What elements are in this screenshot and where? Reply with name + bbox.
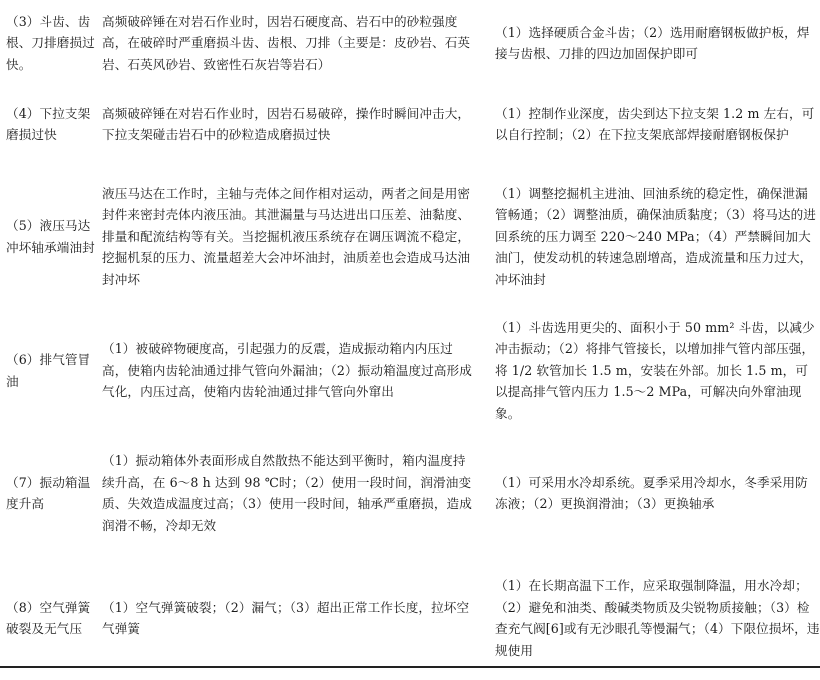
table-row <box>0 311 820 430</box>
table-row <box>0 0 820 86</box>
fault-cell: （5）液压马达冲坏轴承端油封 <box>6 218 95 255</box>
fix-cell: （1）调整挖掘机主进油、回油系统的稳定性，确保泄漏管畅通；（2）调整油质，确保油质黏度；（3）将马达的进回系统的压力调至 220～240 MPa；（4）严禁瞬间加大油门，使发动机的转速急剧增高，造成流量和压力过大，冲坏油封 <box>495 185 816 287</box>
cause-cell: （1）振动箱体外表面形成自然散热不能达到平衡时，箱内温度持续升高，在 6～8 h 达到 98 ℃时；（2）使用一段时间，润滑油变质、失效造成温度过高；（3）使用一段时间，轴承严重磨损，造成润滑不畅，冷却无效 <box>102 453 472 533</box>
table-row <box>0 162 820 311</box>
fault-cell: （3）斗齿、齿根、刀排磨损过快。 <box>6 13 95 72</box>
cause-cell: 高频破碎锤在对岩石作业时，因岩石硬度高、岩石中的砂粒强度高，在破碎时严重磨损斗齿、齿根、刀排（主要是：皮砂岩、石英岩、石英风砂岩、致密性石灰岩等岩石） <box>102 13 471 72</box>
fault-cell: （7）振动箱温度升高 <box>6 474 91 511</box>
table-row <box>0 430 820 556</box>
table-row <box>0 86 820 162</box>
fault-cell: （8）空气弹簧破裂及无气压 <box>6 599 91 636</box>
cause-cell: （1）被破碎物硬度高，引起强力的反震，造成振动箱内内压过高，使箱内齿轮油通过排气管向外漏油；（2）振动箱温度过高形成气化，内压过高，使箱内齿轮油通过排气管向外窜出 <box>102 341 472 400</box>
fix-cell: （1）斗齿选用更尖的、面积小于 50 mm² 斗齿，以减少冲击振动；（2）将排气管接长，以增加排气管内部压强，将 1/2 软管加长 1.5 m，安装在外部。加长 1.5 m，可以提高排气管内压力 1.5～2 MPa，可解决向外窜油现象。 <box>495 319 815 421</box>
fix-cell: （1）可采用水冷却系统。夏季采用冷却水，冬季采用防冻液；（2）更换润滑油；（3）更换轴承 <box>495 474 808 511</box>
cause-cell: 高频破碎锤在对岩石作业时，因岩石易破碎，操作时瞬间冲击大，下拉支架碰击岩石中的砂粒造成磨损过快 <box>102 105 471 142</box>
fault-cell: （4）下拉支架磨损过快 <box>6 105 91 142</box>
fix-cell: （1）选择硬质合金斗齿；（2）选用耐磨钢板做护板，焊接与齿根、刀排的四边加固保护即可 <box>495 24 810 61</box>
fix-cell: （1）控制作业深度，齿尖到达下拉支架 1.2 m 左右，可以自行控制；（2）在下拉支架底部焊接耐磨钢板保护 <box>495 105 815 142</box>
cause-cell: 液压马达在工作时，主轴与壳体之间作相对运动，两者之间是用密封件来密封壳体内液压油。其泄漏量与马达进出口压差、油黏度、排量和配流结构等有关。当挖掘机液压系统存在调压调流不稳定，挖掘机泵的压力、流量超差大会冲坏油封，油质差也会造成马达油封冲坏 <box>102 185 471 287</box>
table-bottom-rule <box>0 666 820 668</box>
cause-cell: （1）空气弹簧破裂；（2）漏气；（3）超出正常工作长度，拉坏空气弹簧 <box>102 599 470 636</box>
fix-cell: （1）在长期高温下工作，应采取强制降温，用水冷却；（2）避免和油类、酸碱类物质及尖锐物质接触；（3）检查充气阀[6]或有无沙眼孔等慢漏气；（4）下限位损坏，违规使用 <box>495 578 820 658</box>
fault-cell: （6）排气管冒油 <box>6 352 91 389</box>
table-row <box>0 556 820 680</box>
